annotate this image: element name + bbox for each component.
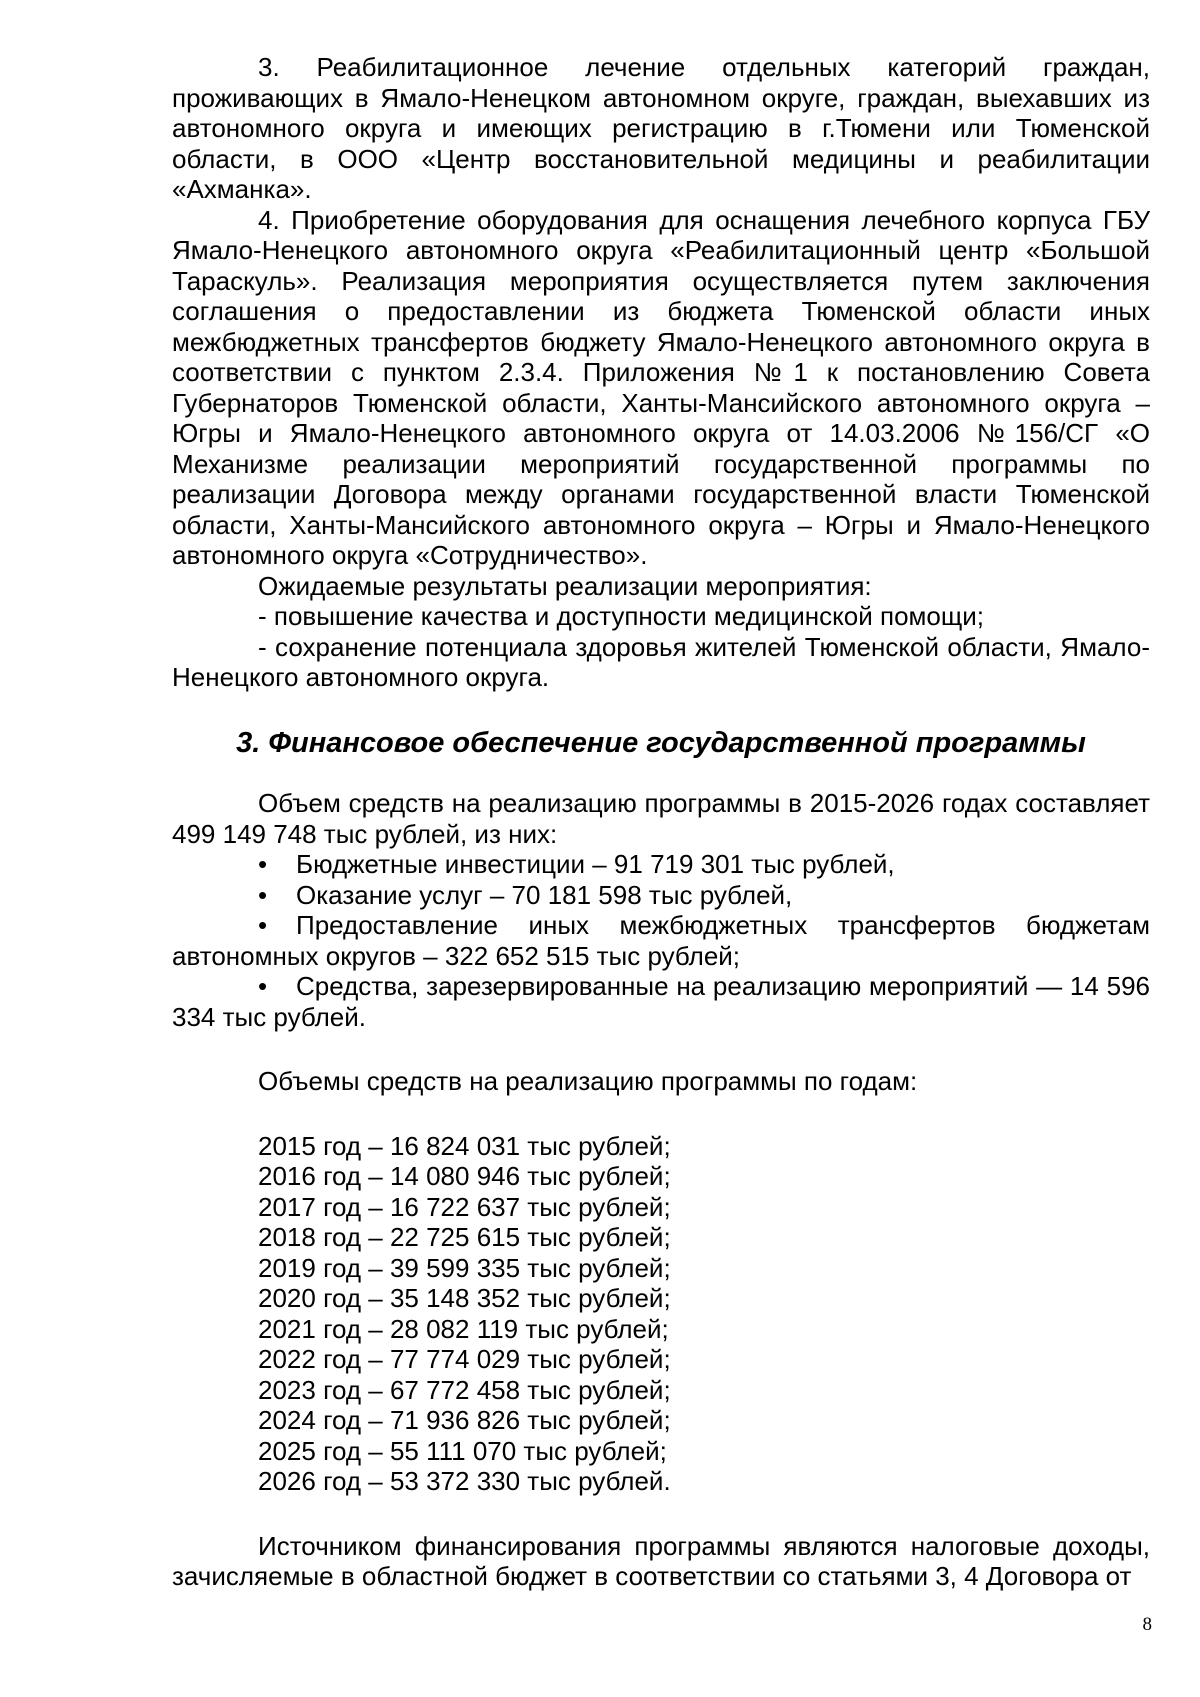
year-item: 2022 год – 77 774 029 тыс рублей;	[258, 1344, 671, 1374]
financing-bullet	[172, 971, 1150, 1032]
bullet-icon: •	[258, 879, 268, 910]
paragraph-item-4: 4. Приобретение оборудования для оснащения лечебного корпуса ГБУ Ямало-Ненецкого автономного округа «Реабилитационный центр «Большой Тараскуль». Реализация мероприятия осуществляется путем заключения соглашения о предоставлении из бюджета Тюменской области иных межбюджетных трансфертов бюджету Ямало-Ненецкого автономного округа в соответствии с пунктом 2.3.4. Приложения №1 к постановлению Совета Губернаторов Тюменской области, Ханты-Мансийского автономного округа – Югры и Ямало-Ненецкого автономного округа от 14.03.2006 №156/СГ «О Механизме реализации мероприятий государственной программы по реализации Договора между органами государственной власти Тюменской области, Ханты-Мансийского автономного округа – Югры и Ямало-Ненецкого автономного округа «Сотрудничество».	[172, 204, 1150, 570]
financing-intro: Объем средств на реализацию программы в 2015-2026 годах составляет 499 149 748 тыс рублей, из них:	[172, 788, 1150, 849]
financing-bullet-text: Бюджетные инвестиции – 91 719 301 тыс рублей,	[296, 849, 895, 879]
financing-bullet-text: Оказание услуг – 70 181 598 тыс рублей,	[296, 879, 793, 910]
year-item: 2018 год – 22 725 615 тыс рублей;	[258, 1222, 671, 1252]
expected-result-1: - повышение качества и доступности медицинской помощи;	[258, 601, 985, 631]
year-item: 2015 год – 16 824 031 тыс рублей;	[258, 1130, 671, 1161]
financing-bullet	[172, 880, 1150, 911]
financing-bullet	[172, 849, 1150, 880]
bullet-icon: •	[258, 849, 268, 879]
years-title: Объемы средств на реализацию программы по годам:	[258, 1066, 918, 1096]
top-body-text	[172, 52, 1150, 693]
section-heading: 3. Финансовое обеспечение государственной программы	[236, 727, 1086, 759]
financing-bullet-text: Средства, зарезервированные на реализацию мероприятий — 14 596 334 тыс рублей.	[172, 971, 1150, 1032]
year-item: 2017 год – 16 722 637 тыс рублей;	[258, 1191, 671, 1222]
financing-bullet-text: Предоставление иных межбюджетных трансфертов бюджетам автономных округов – 322 652 515 тыс рублей;	[172, 910, 1150, 971]
year-item: 2019 год – 39 599 335 тыс рублей;	[258, 1252, 671, 1283]
year-item: 2025 год – 55 111 070 тыс рублей;	[258, 1435, 667, 1466]
paragraph-item-3: 3. Реабилитационное лечение отдельных категорий граждан, проживающих в Ямало-Ненецком автономном округе, граждан, выехавших из автономного округа и имеющих регистрацию в г.Тюмени или Тюменской области, в ООО «Центр восстановительной медицины и реабилитации «Ахманка».	[172, 52, 1150, 204]
year-item: 2026 год – 53 372 330 тыс рублей.	[258, 1466, 671, 1496]
bullet-icon: •	[258, 971, 268, 1001]
financing-bullet	[172, 910, 1150, 971]
bullet-icon: •	[258, 910, 268, 940]
year-item: 2024 год – 71 936 826 тыс рублей;	[258, 1405, 671, 1435]
financing-section	[172, 788, 1150, 1592]
year-item: 2021 год – 28 082 119 тыс рублей;	[258, 1313, 669, 1344]
expected-results-title: Ожидаемые результаты реализации мероприятия:	[258, 570, 872, 601]
expected-result-2: - сохранение потенциала здоровья жителей Тюменской области, Ямало-Ненецкого автономного округа.	[172, 631, 1150, 692]
financing-source: Источником финансирования программы являются налоговые доходы, зачисляемые в областной бюджет в соответствии со статьями 3, 4 Договора от	[172, 1530, 1150, 1591]
year-item: 2016 год – 14 080 946 тыс рублей;	[258, 1161, 671, 1191]
year-item: 2023 год – 67 772 458 тыс рублей;	[258, 1374, 671, 1405]
years-list	[172, 1131, 1150, 1497]
page-number: 8	[1142, 1614, 1152, 1635]
year-item: 2020 год – 35 148 352 тыс рублей;	[258, 1283, 671, 1313]
